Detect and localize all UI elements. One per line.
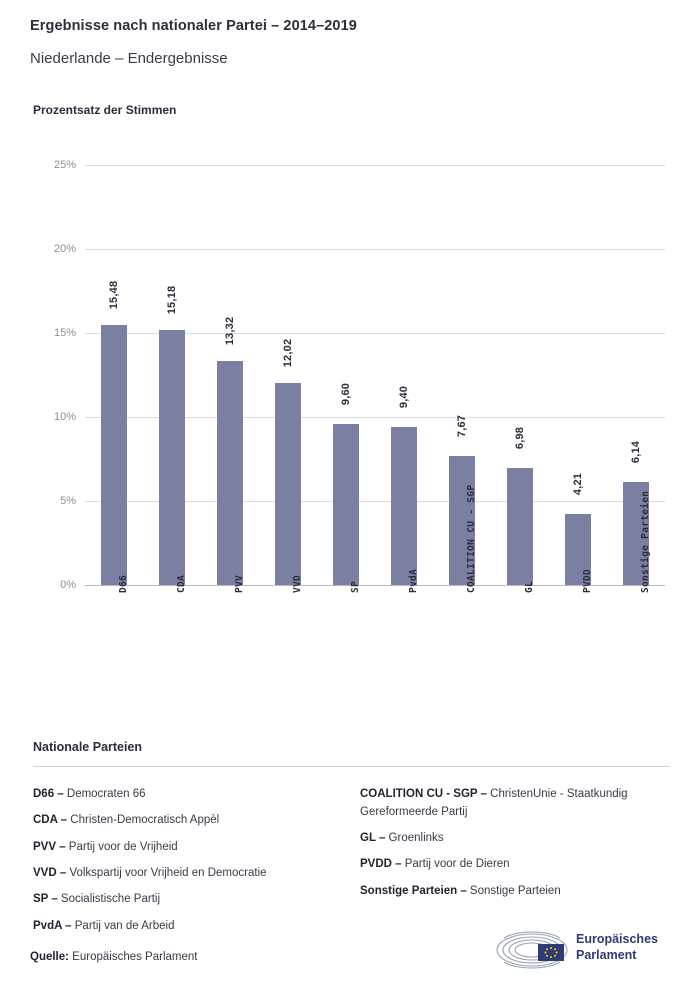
- legend-item: [360, 883, 670, 901]
- legend-item: [33, 865, 333, 883]
- bar: [333, 424, 359, 585]
- bar: [101, 325, 127, 585]
- bar-value-label: 13,32: [224, 316, 236, 346]
- legend-column-right: [360, 786, 670, 909]
- bar-group: [317, 165, 375, 593]
- legend-title: Nationale Parteien: [33, 740, 143, 754]
- bar-group: [85, 165, 143, 593]
- bar: [217, 361, 243, 585]
- bar-group: [607, 165, 665, 593]
- legend-item: [360, 830, 670, 848]
- y-axis-tick-label: 15%: [53, 327, 76, 339]
- legend-item-name: Socialistische Partij: [57, 893, 160, 906]
- legend-item-name: Volkspartij voor Vrijheid en Democratie: [66, 866, 267, 879]
- bar: [159, 330, 185, 585]
- logo-text: [576, 932, 658, 963]
- legend-item-abbr: COALITION CU - SGP –: [360, 788, 487, 800]
- european-parliament-logo: [494, 928, 674, 972]
- x-axis-category-label: SP: [350, 580, 361, 593]
- legend-column-left: [33, 786, 333, 944]
- bar-group: [433, 165, 491, 593]
- x-axis-category-label: Sonstige Parteien: [640, 490, 651, 593]
- bar-value-label: 15,48: [108, 280, 120, 310]
- bar-value-label: 9,40: [398, 385, 410, 409]
- bar-group: [491, 165, 549, 593]
- legend-item: [360, 786, 670, 822]
- x-axis-category-label: PvdA: [408, 568, 419, 593]
- x-axis-category-label: VVD: [292, 574, 303, 593]
- legend-item-name: Partij voor de Vrijheid: [65, 840, 178, 853]
- bar-value-label: 15,18: [166, 285, 178, 315]
- legend-item-abbr: D66 –: [33, 788, 64, 800]
- legend-item: [33, 786, 333, 804]
- legend-item-abbr: SP –: [33, 893, 58, 906]
- bar: [275, 383, 301, 585]
- x-axis-category-label: GL: [524, 580, 535, 593]
- logo-line-1: Europäisches: [576, 932, 658, 946]
- x-axis-category-label: COALITION CU - SGP: [466, 484, 477, 593]
- legend-item-name: Sonstige Parteien: [466, 884, 561, 897]
- x-axis-category-label: PVV: [234, 574, 245, 593]
- legend-item: [33, 918, 333, 936]
- bar-value-label: 9,60: [340, 382, 352, 405]
- bar-value-label: 12,02: [282, 338, 294, 368]
- y-axis-tick-label: 0%: [60, 579, 76, 591]
- y-axis-tick-label: 5%: [60, 495, 76, 507]
- legend-item: [33, 839, 333, 857]
- bar-group: [375, 165, 433, 593]
- legend-item-abbr: Sonstige Parteien –: [360, 884, 467, 897]
- legend-item-abbr: PVDD –: [360, 858, 402, 871]
- legend-item: [33, 891, 333, 909]
- bar-value-label: 4,21: [572, 473, 584, 496]
- legend-item-name: Democraten 66: [63, 788, 146, 800]
- legend-item-name: Groenlinks: [385, 832, 444, 845]
- legend-divider: [33, 766, 670, 767]
- chart-bars: [85, 165, 665, 593]
- legend-item-abbr: PVV –: [33, 840, 66, 853]
- x-axis-category-label: CDA: [176, 574, 187, 593]
- bar: [391, 427, 417, 585]
- page-subtitle: Niederlande – Endergebnisse: [30, 50, 228, 67]
- source-label: Quelle:: [30, 951, 69, 963]
- logo-line-2: Parlament: [576, 947, 637, 962]
- legend-item-abbr: GL –: [360, 832, 386, 845]
- bar-group: [201, 165, 259, 593]
- bar: [507, 468, 533, 585]
- legend-item-name: Christen-Democratisch Appèl: [67, 814, 220, 827]
- legend-item-abbr: VVD –: [33, 866, 67, 879]
- source-note: [30, 951, 197, 963]
- y-axis-tick-label: 25%: [53, 159, 76, 171]
- legend-item-abbr: PvdA –: [33, 919, 72, 932]
- y-axis-tick-label: 10%: [53, 411, 76, 423]
- legend-item-name: Partij van de Arbeid: [71, 919, 175, 932]
- logo-emblem-icon: [494, 928, 570, 972]
- x-axis-category-label: D66: [118, 574, 129, 593]
- legend-item-name: ChristenUnie - Staatkundig Gereformeerde Partij: [360, 788, 628, 818]
- bar-value-label: 6,14: [630, 440, 642, 463]
- chart-container: [30, 140, 670, 600]
- y-axis-tick-label: 20%: [53, 243, 76, 255]
- x-axis-category-label: PVDD: [582, 568, 593, 593]
- legend-item: [360, 856, 670, 874]
- bar-group: [549, 165, 607, 593]
- chart-axis-title: Prozentsatz der Stimmen: [33, 103, 177, 117]
- source-value: Europäisches Parlament: [68, 951, 198, 963]
- legend-item-name: Partij voor de Dieren: [401, 858, 510, 871]
- page-title: Ergebnisse nach nationaler Partei – 2014–2019: [30, 18, 357, 34]
- bar-group: [143, 165, 201, 593]
- legend-item: [33, 812, 333, 830]
- bar-value-label: 7,67: [456, 415, 468, 438]
- legend-item-abbr: CDA –: [33, 814, 68, 827]
- bar-value-label: 6,98: [514, 426, 526, 449]
- chart-plot-area: [53, 159, 665, 593]
- bar-group: [259, 165, 317, 593]
